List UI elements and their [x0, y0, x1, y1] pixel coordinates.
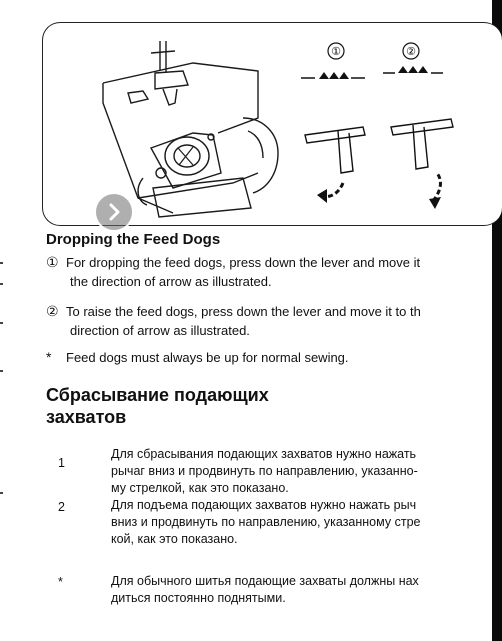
- item-text-line: диться постоянно поднятыми.: [111, 591, 286, 605]
- russian-heading-line: Сбрасывание подающих: [46, 385, 269, 405]
- item-text-line: Для подъема подающих захватов нужно нажать рыч: [111, 498, 417, 512]
- item-text-line: Для обычного шитья подающие захваты должны нах: [111, 574, 419, 588]
- margin-mark: [0, 322, 3, 324]
- position-1-label: ①: [331, 46, 341, 58]
- item-marker: ①: [46, 254, 59, 270]
- item-text-line: Feed dogs must always be up for normal sewing.: [66, 350, 349, 365]
- position-2-diagram: [383, 43, 453, 209]
- item-marker: 1: [58, 456, 65, 470]
- russian-item-1: [111, 446, 418, 497]
- item-text-line: Для сбрасывания подающих захватов нужно нажать: [111, 447, 417, 461]
- english-heading: Dropping the Feed Dogs: [46, 231, 221, 248]
- english-note: [46, 348, 349, 367]
- english-item-1: [46, 253, 420, 291]
- item-text-line: direction of arrow as illustrated.: [70, 323, 250, 338]
- margin-mark: [0, 370, 3, 372]
- item-text-line: рычаг вниз и продвинуть по направлению, указанно-: [111, 464, 418, 478]
- next-page-button[interactable]: [94, 192, 134, 232]
- item-marker: *: [46, 349, 52, 365]
- item-text-line: For dropping the feed dogs, press down the lever and move it: [66, 255, 421, 270]
- russian-note: [111, 573, 419, 607]
- item-text-line: кой, как это показано.: [111, 532, 238, 546]
- russian-heading-line: захватов: [46, 407, 127, 427]
- item-text-line: му стрелкой, как это показано.: [111, 481, 289, 495]
- item-text-line: the direction of arrow as illustrated.: [70, 274, 272, 289]
- margin-mark: [0, 262, 3, 264]
- english-item-2: [46, 302, 421, 340]
- item-marker: *: [58, 575, 63, 589]
- item-marker: ②: [46, 303, 59, 319]
- position-1-diagram: [301, 43, 365, 203]
- margin-mark: [0, 283, 3, 285]
- position-2-label: ②: [406, 46, 416, 58]
- item-marker: 2: [58, 500, 65, 514]
- item-text-line: To raise the feed dogs, press down the lever and move it to th: [66, 304, 421, 319]
- chevron-right-icon: [103, 201, 125, 223]
- russian-item-2: [111, 497, 420, 548]
- russian-heading: [46, 384, 269, 428]
- margin-mark: [0, 492, 3, 494]
- item-text-line: вниз и продвинуть по направлению, указанному стре: [111, 515, 421, 529]
